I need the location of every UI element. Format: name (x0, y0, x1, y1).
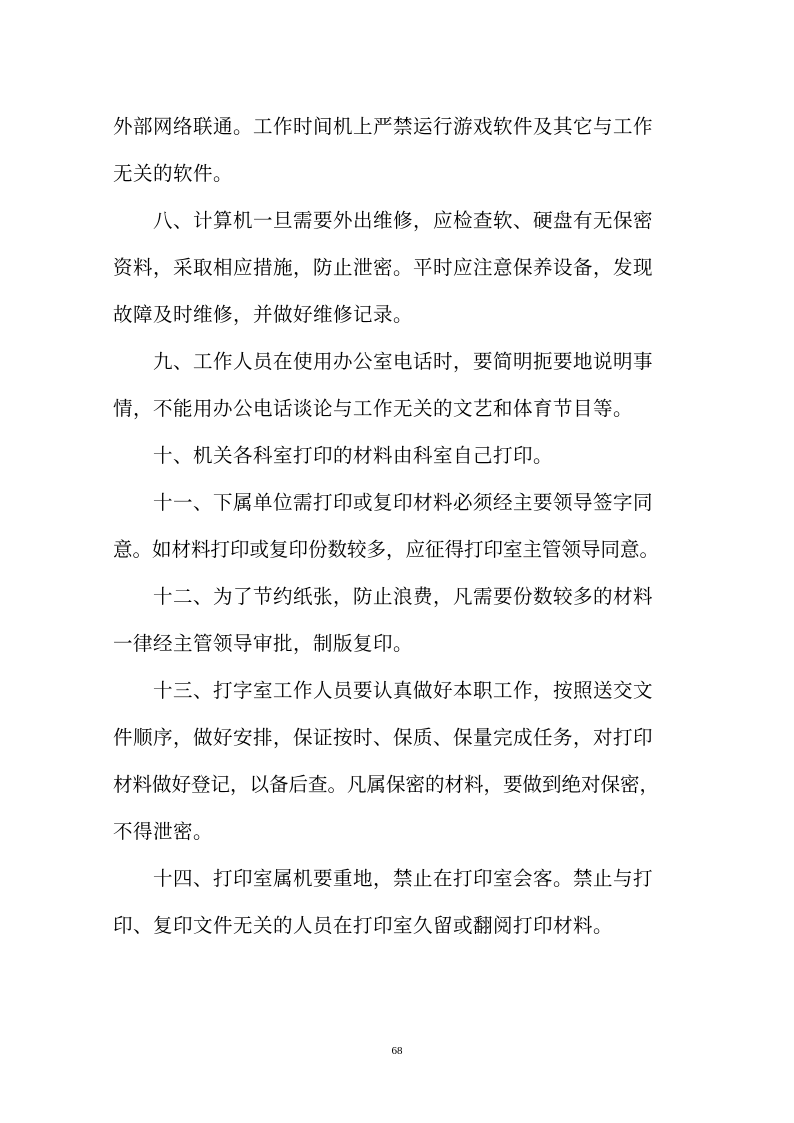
text-line: 情，不能用办公电话谈论与工作无关的文艺和体育节目等。 (113, 397, 634, 420)
paragraph-8-start: 八、计算机一旦需要外出维修，应检查软、硬盘有无保密 (153, 209, 654, 232)
paragraph-14-start: 十四、打印室属机要重地，禁止在打印室会客。禁止与打 (153, 867, 654, 890)
text-line: 无关的软件。 (113, 162, 234, 185)
text-line: 故障及时维修，并做好维修记录。 (113, 303, 414, 326)
paragraph-9-start: 九、工作人员在使用办公室电话时，要简明扼要地说明事 (153, 350, 654, 373)
text-line: 材料做好登记，以备后查。凡属保密的材料，要做到绝对保密， (113, 773, 660, 796)
text-line: 一律经主管领导审批，制版复印。 (113, 632, 414, 655)
text-line: 外部网络联通。工作时间机上严禁运行游戏软件及其它与工作 (113, 115, 654, 138)
text-line: 意。如材料打印或复印份数较多，应征得打印室主管领导同意。 (113, 538, 660, 561)
text-line: 印、复印文件无关的人员在打印室久留或翻阅打印材料。 (113, 914, 614, 937)
text-line: 资料，采取相应措施，防止泄密。平时应注意保养设备，发现 (113, 256, 654, 279)
paragraph-13-start: 十三、打字室工作人员要认真做好本职工作，按照送交文 (153, 679, 654, 702)
paragraph-12-start: 十二、为了节约纸张，防止浪费，凡需要份数较多的材料 (153, 585, 654, 608)
text-line: 不得泄密。 (113, 820, 214, 843)
text-line: 件顺序，做好安排，保证按时、保质、保量完成任务，对打印 (113, 726, 654, 749)
paragraph-11-start: 十一、下属单位需打印或复印材料必须经主要领导签字同 (153, 491, 654, 514)
paragraph-10-start: 十、机关各科室打印的材料由科室自己打印。 (153, 444, 554, 467)
page-number: 68 (391, 1045, 403, 1057)
